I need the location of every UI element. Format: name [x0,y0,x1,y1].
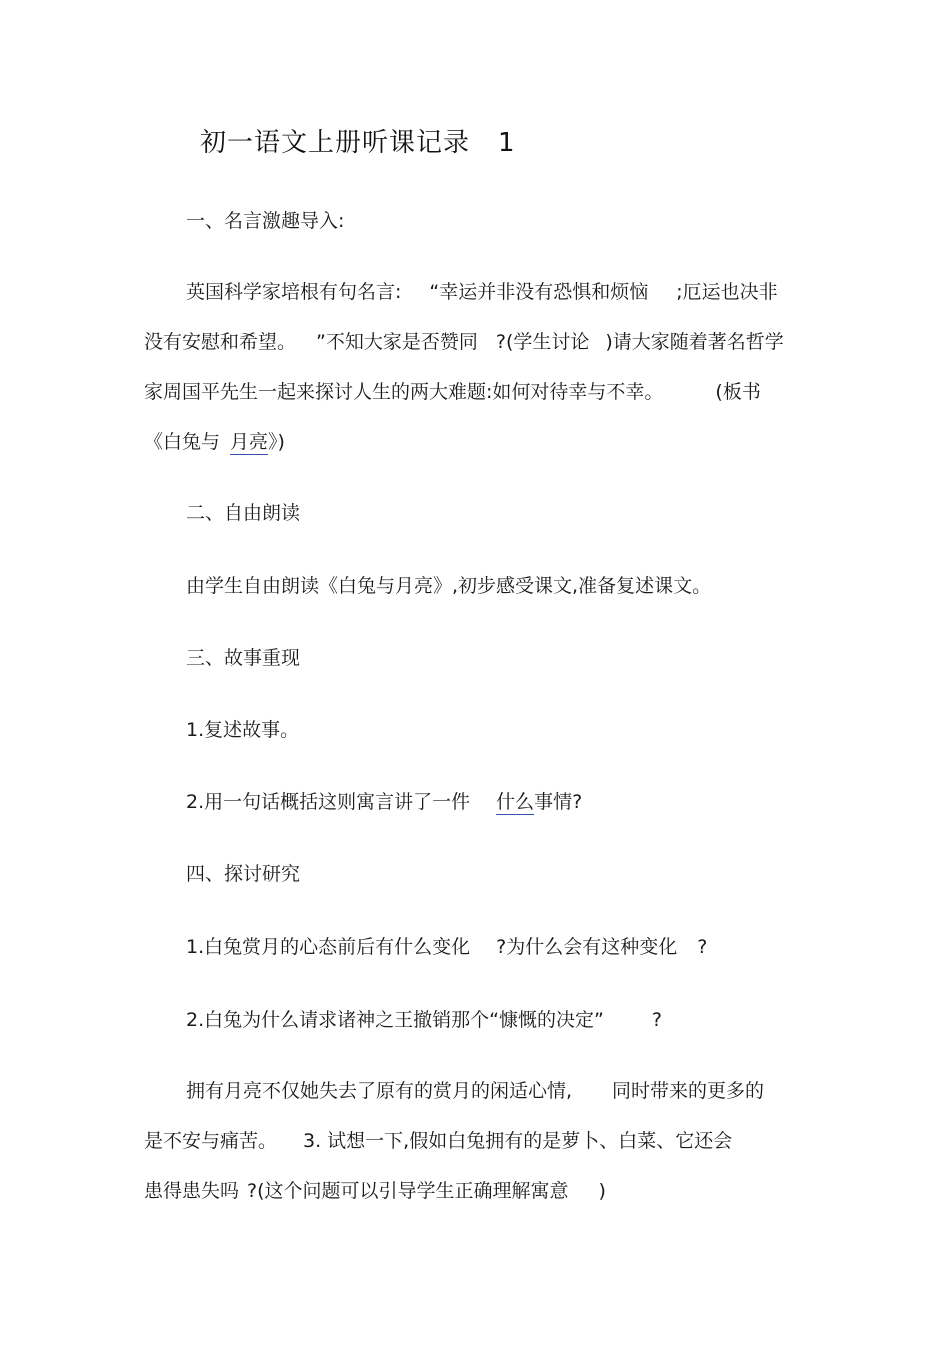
list-item [186,787,582,814]
page-title [200,122,516,159]
paragraph-line [144,427,285,454]
section-heading-1: 一、名言激趣导入: [186,210,345,232]
section-heading-2: 二、自由朗读 [186,502,301,524]
list-item [186,932,707,959]
text-run: ;厄运也决非 [676,281,778,303]
text-run: 没有安慰和希望。 [144,331,297,353]
text-run: ?(这个问题可以引导学生正确理解寓意 [247,1180,569,1202]
text-run: 3. 试想一下,假如白兔拥有的是萝卜、白菜、它还会 [303,1130,733,1152]
paragraph-line [144,327,784,354]
text-run: 家周国平先生一起来探讨人生的两大难题:如何对待幸与不幸。 [144,381,664,403]
paragraph-line: 由学生自由朗读《白兔与月亮》,初步感受课文,准备复述课文。 [186,575,712,597]
text-run: 》) [268,431,285,453]
title-number: 1 [498,128,516,158]
hyperlink-what[interactable]: 什么 [496,791,535,813]
text-run: 2.白兔为什么请求诸神之王撤销那个“慷慨的决定” [186,1009,604,1031]
text-run: 事情? [534,791,583,813]
section-heading-4: 四、探讨研究 [186,863,301,885]
text-run: (板书 [715,381,761,403]
text-run: ) [598,1180,606,1202]
paragraph-line [186,1076,764,1103]
paragraph-line [144,377,761,404]
text-run: 是不安与痛苦。 [144,1130,278,1152]
title-text: 初一语文上册听课记录 [200,128,471,158]
list-item [186,1005,662,1032]
text-run: 同时带来的更多的 [612,1080,765,1102]
paragraph-line [144,1126,732,1153]
section-heading-3: 三、故事重现 [186,647,301,669]
text-run: ”不知大家是否赞同 [316,331,478,353]
text-run: 患得患失吗 [144,1180,240,1202]
text-run: ? [651,1009,662,1031]
text-run: 英国科学家培根有句名言: [186,281,402,303]
text-run: ?为什么会有这种变化 [496,936,678,958]
text-run: “幸运并非没有恐惧和烦恼 [429,281,649,303]
text-run: ?(学生讨论 [495,331,590,353]
text-run: ? [697,936,708,958]
paragraph-line [186,277,778,304]
text-run: 《白兔与 [144,431,221,453]
hyperlink-moon[interactable]: 月亮 [230,431,269,453]
list-item: 1.复述故事。 [186,719,300,741]
text-run: 2.用一句话概括这则寓言讲了一件 [186,791,471,813]
text-run: 拥有月亮不仅她失去了原有的赏月的闲适心情, [186,1080,573,1102]
text-run: )请大家随着著名哲学 [605,331,784,353]
paragraph-line [144,1176,606,1203]
text-run: 1.白兔赏月的心态前后有什么变化 [186,936,471,958]
